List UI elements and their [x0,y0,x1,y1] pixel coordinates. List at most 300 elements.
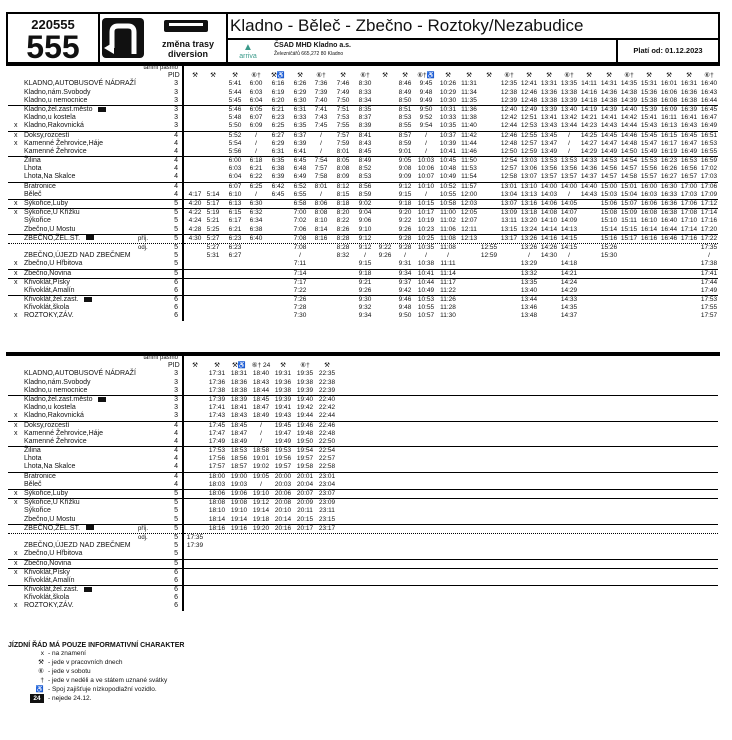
stop-name: Bratronice [24,472,56,480]
departure-time: 12:13 [460,234,478,242]
time-row [184,387,718,395]
service-days-symbol: ⚒ [382,72,388,80]
tariff-zone: 5 [174,507,178,515]
departure-time: 6:45 [271,190,285,198]
stop-row [8,412,182,420]
stop-name: Lhota,Na Skalce [24,173,76,181]
departure-time: 7:08 [293,243,307,251]
departure-time: 5:27 [206,234,220,242]
departure-time: 10:26 [439,80,457,88]
departure-time: 7:57 [314,165,328,173]
service-days-symbol: ⚒ [192,362,198,370]
departure-time: 12:03 [460,200,478,207]
departure-time: 9:42 [398,286,412,294]
stop-row [8,97,182,105]
departure-time: 20:15 [296,515,314,523]
departure-time: 13:09 [500,209,518,217]
departure-time: 12:57 [500,165,518,173]
departure-time: 13:39 [540,105,558,113]
departure-time: 16:11 [661,114,677,122]
departure-time: 15:14 [600,225,618,233]
time-row [184,585,718,594]
departure-time: 17:06 [680,200,698,207]
legend-key: † [40,677,44,684]
departure-time: / [425,252,427,260]
departure-time: / [299,252,301,260]
departure-time: 15:04 [620,190,638,198]
tariff-zone: 4 [174,429,178,437]
departure-time: 7:28 [293,304,307,312]
departure-time: 16:01 [660,80,678,88]
departure-time: 15:49 [640,147,658,155]
service-days-symbol: ⚒ [210,72,216,80]
departure-time: 18:44 [252,386,270,394]
stop-column [8,64,184,321]
departure-time: 10:45 [439,157,457,165]
departure-time: 12:40 [500,105,518,113]
departure-time: 9:12 [358,243,372,251]
time-row [184,191,718,199]
departure-time: 7:54 [314,157,328,165]
departure-time: 14:37 [560,312,578,320]
tariff-zone: 6 [174,296,178,304]
departure-time: 12:00 [460,190,478,198]
stop-row [8,585,182,594]
departure-time: 13:24 [520,225,538,233]
service-days-symbol: ⚒ [340,72,346,80]
departure-time: 11:42 [461,131,477,139]
time-row [184,463,718,471]
tariff-zone: 4 [174,157,178,165]
departure-time: 16:06 [660,88,678,96]
timetable-header [6,12,720,64]
departure-time: 8:30 [358,80,372,88]
service-days-symbol: ⚒ [466,72,472,80]
departure-time: 7:22 [293,286,307,294]
departure-time: 6:38 [271,165,285,173]
departure-time: 6:00 [228,157,242,165]
time-row [184,489,718,498]
stop-row [8,80,182,88]
departure-time: 17:49 [700,286,718,294]
departure-time: 14:21 [560,269,578,277]
tariff-zone: 3 [174,395,178,403]
departure-time: 16:08 [660,96,678,104]
stop-name: Křivoklát,žel.zast. [24,586,92,594]
stop-row [8,559,182,568]
time-row [184,260,718,268]
zone-sub: PID [168,362,180,370]
stop-name: Sýkořice [24,507,51,515]
departure-time: 15:30 [600,252,618,260]
stop-name: KLADNO,AUTOBUSOVÉ NÁDRAŽÍ [24,80,136,88]
departure-time: 10:44 [417,278,435,286]
service-days-symbol: ⑥† [564,72,574,80]
on-request-mark: x [14,499,18,507]
stop-name: ROZTOKY,ZÁV. [24,602,74,610]
departure-time: 14:39 [620,96,638,104]
departure-time: 20:14 [274,515,292,523]
departure-time: 13:44 [560,122,578,130]
on-request-mark: x [14,278,18,286]
departure-time: 5:21 [206,217,220,225]
departure-time: 9:30 [358,296,372,304]
departure-time: 19:48 [296,429,314,437]
departure-time: 16:51 [700,131,718,139]
departure-time: 8:39 [358,122,372,130]
departure-time: 9:54 [419,122,433,130]
departure-time: 8:12 [336,182,350,190]
timetable-section-evening [6,352,720,610]
departure-time: 19:35 [296,370,314,378]
departure-time: 8:06 [314,200,328,207]
departure-time: 18:53 [230,447,248,455]
service-days-symbol: ⑥† [624,72,634,80]
time-row [184,199,718,208]
departure-time: 7:30 [293,312,307,320]
departure-time: 18:49 [230,437,248,445]
departure-time: / [568,190,570,198]
departure-time: 10:35 [439,122,457,130]
departure-time: 18:06 [208,490,226,497]
departure-time: 19:38 [296,378,314,386]
departure-time: 14:42 [620,114,638,122]
departure-time: 19:02 [252,463,270,471]
tariff-zone: 6 [174,594,178,602]
line-code: 220555 [31,17,75,32]
departure-time: 14:16 [580,88,598,96]
departure-time: 16:44 [700,96,718,104]
stop-name: Kladno,u nemocnice [24,386,88,394]
departure-time: 4:17 [188,190,202,198]
departure-time: 19:10 [230,507,248,515]
tariff-zone: 4 [174,182,178,190]
departure-time: 16:59 [700,157,718,165]
departure-time: / [260,480,262,488]
time-row [184,568,718,577]
time-row [184,97,718,105]
time-row [184,577,718,585]
departure-time: 13:36 [540,88,558,96]
departure-time: 16:38 [680,96,698,104]
departure-time: 13:35 [560,80,578,88]
departure-time: 9:46 [398,296,412,304]
departure-time: 12:59 [520,147,538,155]
departure-time: 14:18 [580,96,598,104]
stop-name: Kamenné Žehrovice,Háje [24,429,103,437]
departure-time: 16:45 [700,105,718,113]
departure-time: 22:50 [318,437,336,445]
departure-time: 16:03 [640,190,658,198]
stop-row [8,395,182,404]
service-days-symbol: ⚒ [214,362,220,370]
departure-time: / [568,147,570,155]
departure-time: 10:58 [439,200,457,207]
departure-time: 6:23 [271,114,285,122]
stop-name: Křivoklát,Amalín [24,286,75,294]
zone-header-row [8,354,182,362]
departure-time: 8:18 [336,200,350,207]
departure-time: 11:46 [461,147,477,155]
stop-row [8,312,182,320]
service-days-symbol: ⑥† [504,72,514,80]
service-days-symbol: ⚒ [686,72,692,80]
departure-time: 16:15 [660,131,678,139]
departure-time: 8:08 [314,209,328,217]
route-title: Kladno - Běleč - Zbečno - Roztoky/Nezabudice [226,14,718,40]
stop-name: Sýkořice,Luby [24,200,68,207]
stop-row [8,438,182,446]
time-row [184,524,718,533]
departure-time: 7:50 [336,96,350,104]
departure-time: 11:28 [440,304,456,312]
stop-row [8,516,182,524]
departure-time: 9:05 [398,157,412,165]
departure-time: 8:10 [314,217,328,225]
departure-time: / [364,252,366,260]
departure-time: 17:12 [700,200,718,207]
on-request-mark: x [14,429,18,437]
service-days-symbol: ⚒ [606,72,612,80]
departure-time: 19:14 [252,507,270,515]
departure-time: 17:47 [208,429,226,437]
departure-time: 12:46 [520,88,538,96]
departure-time: 8:59 [398,139,412,147]
time-row [184,252,718,260]
stop-row [8,252,182,260]
departure-time: 14:35 [560,304,578,312]
departure-time: 15:17 [620,234,638,242]
departure-time: 23:09 [318,499,336,507]
departure-time: 16:43 [680,122,698,130]
legend-text: - jede v sobotu [48,668,91,675]
stop-row [8,455,182,463]
departure-time: 11:06 [440,225,456,233]
departure-time: 11:40 [461,122,477,130]
departure-time: 12:58 [500,173,518,181]
departure-time: 17:14 [680,225,698,233]
departure-time: 17:22 [700,234,718,242]
zone-sub: PID [168,72,180,80]
departure-time: 19:57 [274,463,292,471]
departure-time: 14:46 [620,131,638,139]
train-icon [84,297,92,302]
legend-key: ⚒ [38,659,44,666]
departure-time: 18:45 [252,395,270,403]
departure-time: 5:17 [206,200,220,207]
tariff-zone: 6 [174,278,178,286]
departure-time: 9:28 [398,243,412,251]
arr-dep-label: odj. [138,534,148,541]
service-days-symbol: ⚒♿ [232,362,246,370]
tariff-zone: 5 [174,217,178,225]
departure-time: 16:55 [700,147,718,155]
departure-time: 15:10 [600,217,618,225]
stop-name: Kladno,u nemocnice [24,96,88,104]
departure-time: 14:15 [560,243,578,251]
departure-time: 14:54 [620,157,638,165]
stop-name: Běleč [24,190,42,198]
departure-time: 22:35 [318,370,336,378]
departure-time: 18:10 [208,507,226,515]
departure-time: 6:09 [249,122,263,130]
service-days-symbol: ⑥†♿ [417,72,435,80]
departure-time: 14:43 [580,190,598,198]
departure-time: 17:53 [700,296,718,304]
departure-time: 16:23 [660,157,678,165]
departure-time: 12:46 [500,131,518,139]
departure-time: 9:48 [419,88,433,96]
departure-time: 14:43 [600,122,618,130]
departure-time: 14:27 [580,139,598,147]
departure-time: 18:58 [252,447,270,455]
departure-time: 16:49 [700,122,718,130]
departure-time: 10:55 [417,304,435,312]
departure-time: 10:52 [439,182,457,190]
departure-time: 13:57 [560,173,578,181]
departure-time: 10:41 [417,269,435,277]
departure-time: 22:58 [318,463,336,471]
diversion-arrow-icon [102,18,144,58]
departure-time: 14:36 [580,165,598,173]
departure-time: 6:31 [293,105,307,113]
departure-time: 12:49 [520,105,538,113]
departure-time: 7:08 [293,234,307,242]
departure-time: 16:06 [640,200,658,207]
departure-time: 5:41 [228,80,242,88]
departure-time: 14:50 [620,147,638,155]
stop-row [8,577,182,585]
time-row [184,131,718,140]
stop-row [8,89,182,97]
stop-name: Kamenné Žehrovice [24,147,87,155]
stop-name: Křivoklát,Amalín [24,576,75,584]
departure-time: 7:41 [314,105,328,113]
departure-time: 14:45 [600,131,618,139]
departure-time: 6:41 [293,147,307,155]
arriva-logo-icon: ▲ arriva [239,42,257,60]
departure-time: 16:33 [660,190,678,198]
departure-time: 13:13 [520,190,538,198]
tariff-zone: 3 [174,122,178,130]
departure-time: 6:38 [249,225,263,233]
departure-time: 16:53 [680,157,698,165]
tariff-zone: 3 [174,88,178,96]
departure-time: 8:33 [358,88,372,96]
departure-time: 18:47 [230,429,248,437]
departure-time: 16:56 [680,165,698,173]
departure-time: 19:10 [252,490,270,497]
departure-time: 19:16 [230,524,248,532]
departure-time: 15:11 [621,217,637,225]
departure-time: 18:49 [252,412,270,420]
departure-time: 17:36 [208,378,226,386]
departure-time: 8:16 [314,234,328,242]
times-grid [184,354,718,611]
departure-time: 12:55 [480,243,498,251]
tariff-zone: 5 [174,209,178,217]
stop-name: ZBEČNO,ÚJEZD NAD ZBEČNEM [24,542,131,550]
departure-time: 17:41 [700,269,718,277]
legend [6,642,720,703]
departure-time: 16:36 [680,88,698,96]
departure-time: / [568,131,570,139]
departure-time: 17:38 [208,386,226,394]
on-request-mark: x [14,550,18,558]
departure-time: 8:09 [336,173,350,181]
arr-dep-label: příj. [138,525,149,532]
departure-time: 10:07 [417,173,435,181]
departure-time: 9:22 [398,217,412,225]
departure-time: 12:39 [500,96,518,104]
departure-time: 11:02 [440,217,456,225]
departure-time: 23:17 [318,524,336,532]
tariff-zone: 6 [174,602,178,610]
departure-time: 5:44 [228,88,242,96]
time-row [184,114,718,122]
departure-time: 19:38 [274,386,292,394]
departure-time: / [255,131,257,139]
departure-time: 13:07 [500,200,518,207]
departure-time: 14:58 [620,173,638,181]
time-row [184,140,718,148]
departure-time: 18:57 [230,463,248,471]
departure-time: 13:11 [501,217,517,225]
departure-time: 19:00 [230,472,248,480]
departure-time: 14:35 [620,80,638,88]
departure-time: 13:41 [540,114,558,122]
arr-dep-label: odj. [138,244,148,251]
tariff-zone: 5 [174,515,178,523]
departure-time: 10:31 [439,105,457,113]
legend-key: ⑥ [38,668,44,675]
departure-time: 19:05 [252,472,270,480]
departure-time: 13:53 [540,157,558,165]
departure-time: 8:05 [336,157,350,165]
departure-time: 9:34 [358,312,372,320]
departure-time: 22:39 [318,386,336,394]
departure-time: 17:41 [208,404,226,412]
stop-row [8,404,182,412]
departure-time: 18:41 [230,404,248,412]
departure-time: 5:19 [206,209,220,217]
stop-row [8,114,182,122]
departure-time: / [425,139,427,147]
departure-time: 17:57 [208,463,226,471]
departure-time: 13:18 [520,209,538,217]
departure-time: 19:20 [252,524,270,532]
departure-time: 9:26 [398,225,412,233]
departure-time: 5:45 [228,96,242,104]
departure-time: 11:34 [461,88,477,96]
departure-time: 17:03 [700,173,718,181]
departure-time: 14:15 [560,234,578,242]
departure-time: 6:49 [293,173,307,181]
departure-time: 19:50 [296,437,314,445]
departure-time: 15:31 [640,80,658,88]
stop-name: Křivoklát,Písky [24,568,70,576]
stop-name: ZBEČNO,ŽEL.ST. [24,235,94,243]
departure-time: 18:31 [230,370,248,378]
legend-item [30,694,720,703]
departure-time: 15:16 [600,234,618,242]
departure-time: / [255,190,257,198]
bus-icon [164,20,208,32]
time-row [184,80,718,88]
departure-time: 16:40 [700,80,718,88]
departure-time: 14:31 [600,80,618,88]
time-row [184,312,718,320]
